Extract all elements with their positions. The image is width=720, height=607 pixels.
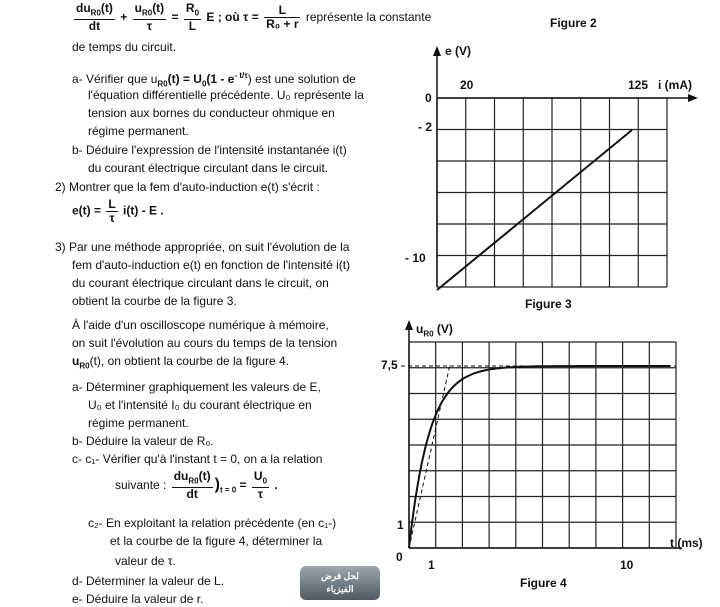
figure4-tick-x1: 1 [428, 558, 435, 572]
item-a-line1: a- Vérifier que $u_{R0}(t) = U_0(1 - e^{- t/\tau})$ est une solution de [72, 71, 356, 89]
sub-d: d- Déterminer la valeur de L. [72, 574, 225, 588]
figure4-ylabel: $u_{R0}$ (V) [416, 322, 453, 339]
figure3-caption: Figure 3 [525, 297, 572, 311]
para-line1: À l'aide d'un oscilloscope numérique à mémoire, [72, 318, 329, 332]
sub-a-line2: U₀ et l'intensité I₀ du courant électrique en [88, 398, 312, 412]
figure3-tick-0: 0 [425, 91, 432, 105]
question-3-line3: du courant électrique circulant dans le circuit, on [72, 276, 329, 290]
figure3-tick-20: 20 [460, 78, 474, 92]
figure3-tick-m10: - 10 [405, 251, 426, 265]
figure4-tick-0: 0 [396, 550, 403, 564]
sub-c2-line1: c₂- En exploitant la relation précédente (en c₁-) [88, 516, 337, 530]
para-line3: $u_{R0}(t)$, on obtient la courbe de la figure 4. [72, 354, 290, 371]
eq-frac-1: $\frac{du_{R0}(t)}{dt}$ [76, 1, 113, 34]
figure4-tick-1: 1 [397, 518, 404, 532]
figure3-ylabel: e (V) [445, 44, 472, 58]
question-3-line4: obtient la courbe de la figure 3. [72, 294, 237, 308]
sub-a-line1: a- Déterminer graphiquement les valeurs de E, [72, 380, 321, 394]
figure3-tick-125: 125 [628, 78, 649, 92]
watermark-logo: لحل فرض الفيزياء [300, 566, 380, 600]
question-3-line2: fem d'auto-induction e(t) en fonction de l'intensité i(t) [72, 258, 351, 272]
eq-frac-2: $\frac{u_{R0}(t)}{\tau}$ [134, 1, 165, 34]
sub-b: b- Déduire la valeur de R₀. [72, 434, 214, 448]
text-line: de temps du circuit. [72, 40, 177, 54]
top-equation: $\frac{du_{R0}(t)}{dt}$ + $\frac{u_{R0}(t)}{\tau}$ = $\frac{R_0}{L}$ E ; où τ = $\frac{L}{\text{R₀ + r}}$ représente la constante [76, 1, 432, 34]
figure3-tick-m2: - 2 [418, 120, 433, 134]
sub-a-line3: régime permanent. [88, 416, 189, 430]
question-3-line1: 3) Par une méthode appropriée, on suit l'évolution de la [55, 240, 350, 254]
q2-equation: e(t) = $\frac{L}{\tau}$ i(t) - E . [72, 197, 164, 225]
figure2-caption: Figure 2 [550, 16, 597, 30]
sub-e: e- Déduire la valeur de r. [72, 592, 204, 606]
figure3-xlabel: i (mA) [658, 78, 692, 92]
sub-c2-line2: et la courbe de la figure 4, déterminer la [110, 534, 323, 548]
item-a-line3: tension aux bornes du conducteur ohmique en [88, 106, 335, 120]
figure4-caption: Figure 4 [520, 576, 567, 590]
figure4-xlabel: t (ms) [670, 536, 703, 550]
eq-frac-4: $\frac{L}{\text{R₀ + r}}$ [266, 3, 299, 32]
item-a-line4: régime permanent. [88, 124, 189, 138]
figure4-tick-x10: 10 [620, 558, 634, 572]
figure4-y-arrow [405, 320, 413, 330]
item-b-line1: b- Déduire l'expression de l'intensité instantanée i(t) [72, 143, 347, 157]
item-b-line2: du courant électrique circulant dans le circuit. [88, 161, 329, 175]
figure4-chart [401, 320, 682, 548]
figure4-tick-75: 7,5 [381, 358, 398, 372]
sub-c2-line3: valeur de τ. [115, 554, 176, 568]
c1-equation: suivante : $\frac{du_{R0}(t)}{dt}$ )$_{t = 0}$ = $\frac{U_0}{\tau}$ . [115, 469, 278, 502]
sub-c1: c- c₁- Vérifier qu'à l'instant t = 0, on a la relation [72, 452, 323, 466]
para-line2: on suit l'évolution au cours du temps de la tension [72, 336, 338, 350]
figure3-y-arrow [433, 46, 441, 56]
item-a-line2: l'équation différentielle précédente. U₀ représente la [88, 88, 364, 102]
figure3-x-arrow [688, 94, 698, 102]
eq-frac-3: $\frac{R_0}{L}$ [185, 1, 200, 34]
question-2: 2) Montrer que la fem d'auto-induction e(t) s'écrit : [55, 180, 320, 194]
